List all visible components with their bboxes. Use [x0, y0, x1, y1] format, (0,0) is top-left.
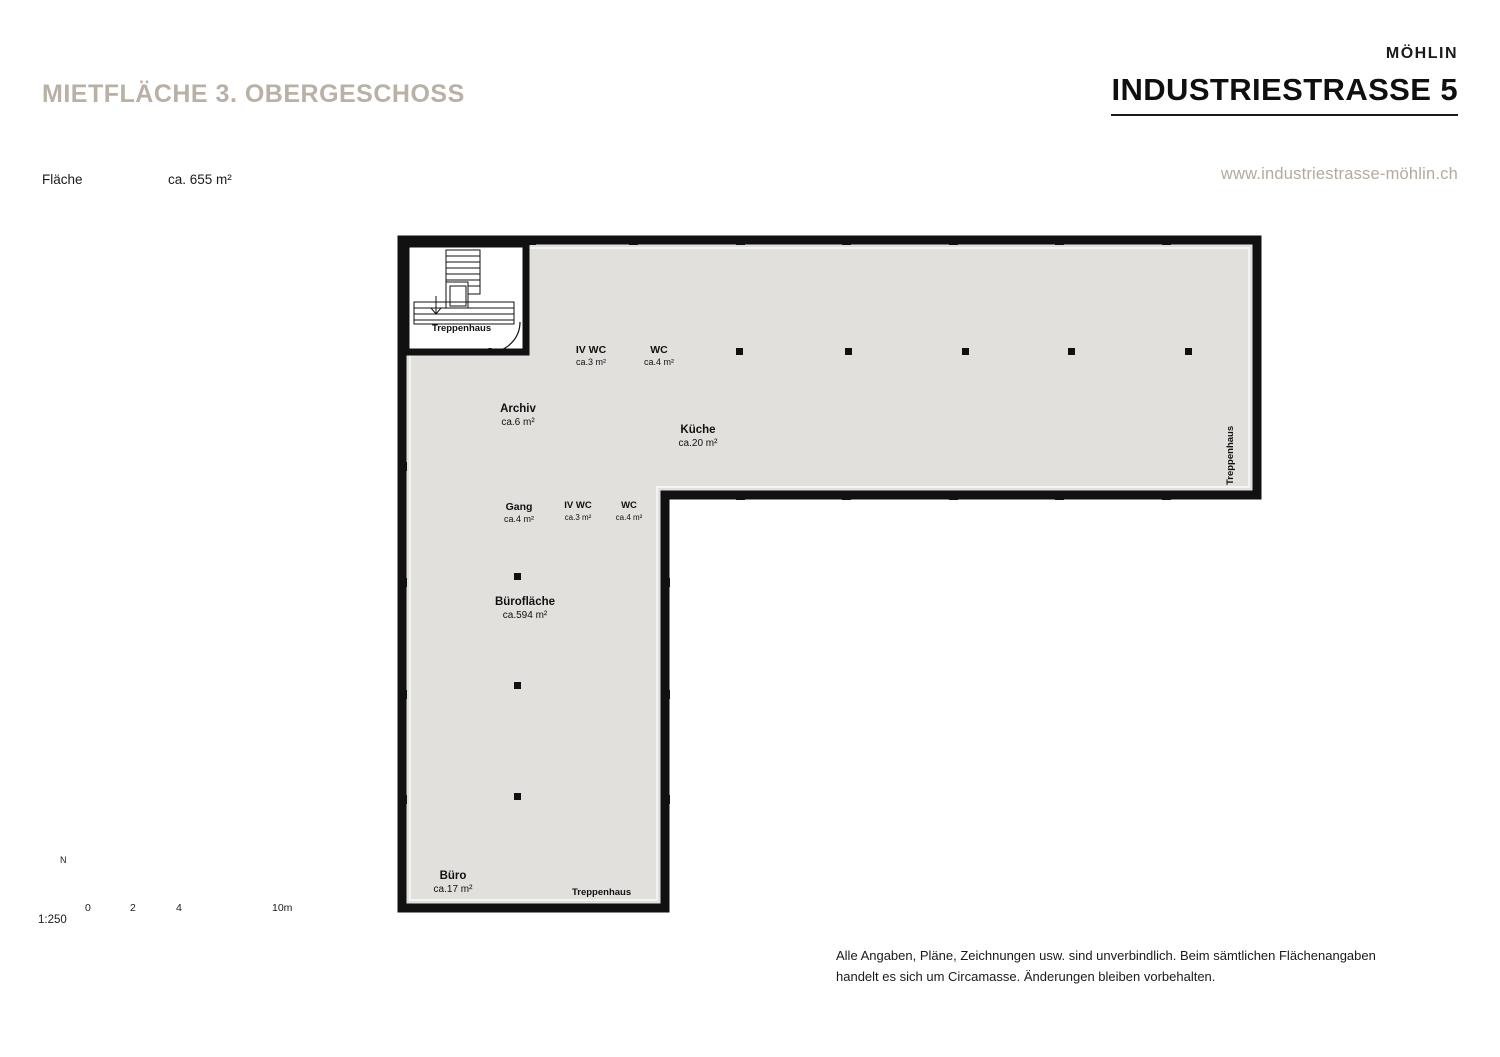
room-name: Bürofläche — [494, 596, 556, 608]
stair-label-right: Treppenhaus — [1225, 425, 1236, 485]
compass-north-label: N — [60, 855, 67, 865]
scale-tick-4: 4 — [176, 902, 182, 914]
room-name: IV WC — [564, 500, 592, 511]
area-label: Fläche — [42, 172, 83, 187]
scale-ratio-label: 1:250 — [38, 914, 67, 926]
room-name: Küche — [680, 424, 716, 436]
room-label-iv-wc-upper — [553, 344, 629, 367]
room-name: Büro — [439, 870, 467, 882]
room-label-wc-lower — [603, 501, 655, 522]
floor-plan-shell — [402, 240, 1257, 908]
area-value: ca. 655 m² — [168, 172, 232, 187]
room-area: ca.3 m² — [564, 512, 592, 522]
scale-tick-0: 0 — [85, 902, 91, 914]
page-title: MIETFLÄCHE 3. OBERGESCHOSS — [42, 80, 465, 108]
room-name: WC — [650, 344, 668, 356]
room-name: Archiv — [500, 403, 536, 415]
room-area: ca.3 m² — [575, 357, 606, 368]
room-label-buro — [412, 870, 494, 896]
room-label-iv-wc-lower — [553, 501, 603, 522]
floor-fill — [402, 240, 1257, 908]
stair-label-bottom: Treppenhaus — [572, 887, 632, 898]
disclaimer-line-2: handelt es sich um Circamasse. Änderungen bleiben vorbehalten. — [836, 968, 1216, 984]
website-link[interactable]: www.industriestrasse-möhlin.ch — [1220, 165, 1458, 183]
stair-label-top-left: Treppenhaus — [432, 323, 492, 334]
scale-tick-2: 2 — [130, 902, 136, 914]
room-label-buroflaeche — [455, 596, 595, 622]
stairwell-top-left — [406, 244, 526, 352]
scale-tick-10m: 10m — [272, 902, 293, 914]
room-label-archiv — [476, 403, 560, 429]
room-area: ca.594 m² — [502, 610, 548, 622]
room-area: ca.4 m² — [503, 514, 534, 525]
room-name: Gang — [505, 501, 533, 513]
room-label-wc-upper — [629, 344, 689, 367]
room-name: WC — [621, 500, 637, 511]
room-label-gang — [485, 501, 553, 524]
disclaimer — [836, 946, 1476, 988]
room-area: ca.17 m² — [433, 884, 473, 896]
room-area: ca.4 m² — [643, 357, 674, 368]
room-area: ca.6 m² — [501, 417, 535, 429]
disclaimer-line-1: Alle Angaben, Pläne, Zeichnungen usw. sind unverbindlich. Beim sämtlichen Flächenangaben — [836, 948, 1376, 963]
brand-street: INDUSTRIESTRASSE 5 — [1111, 72, 1458, 116]
room-label-kueche — [665, 424, 731, 450]
brand-city: MÖHLIN — [1385, 45, 1458, 62]
room-area: ca.20 m² — [678, 438, 718, 450]
room-name: IV WC — [575, 344, 607, 356]
room-area: ca.4 m² — [615, 512, 643, 522]
